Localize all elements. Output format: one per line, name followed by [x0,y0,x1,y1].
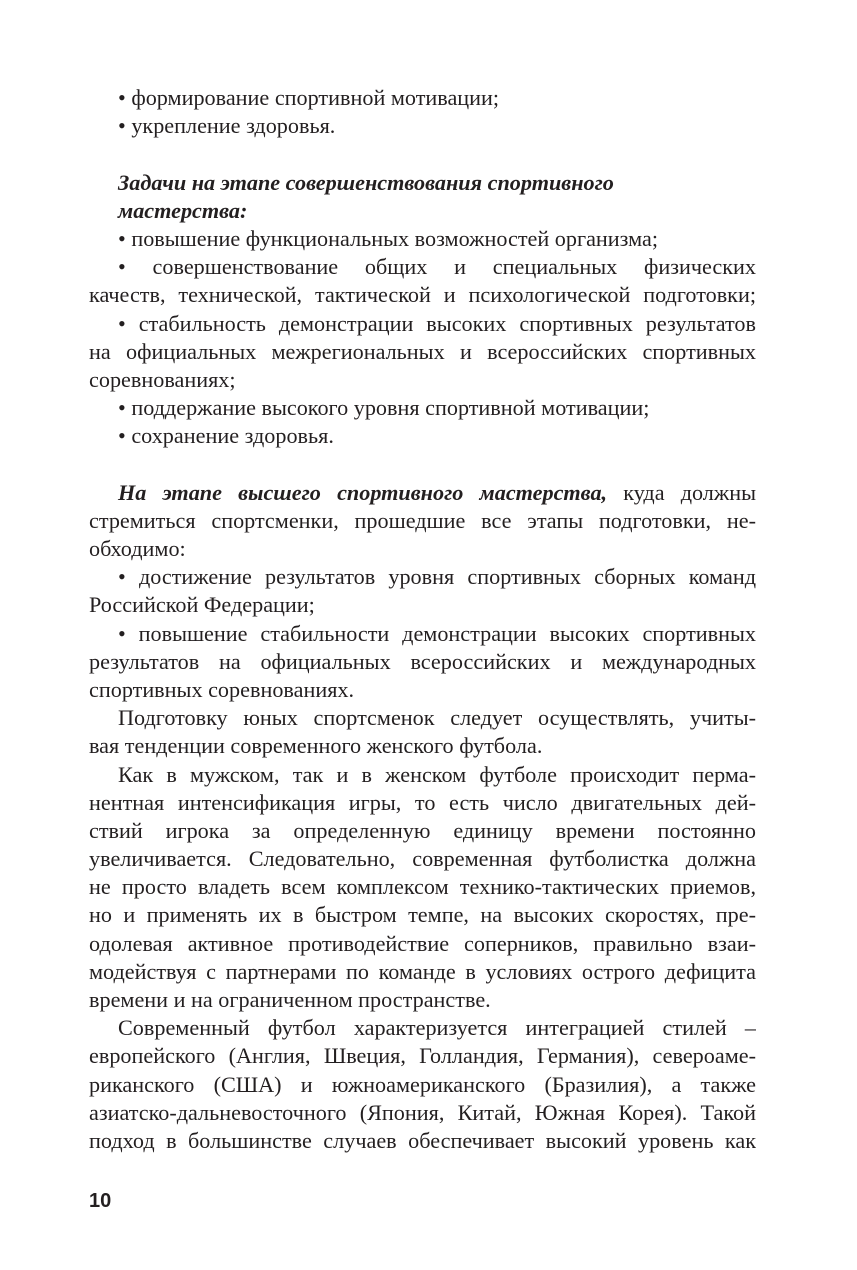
bullet-item: • повышение функциональных возможностей организма; [118,225,659,251]
paragraph-line: нентная интенсификация игры, то есть число двигательных дей- [89,789,756,815]
paragraph-line: стремиться спортсменки, прошедшие все этапы подготовки, не- [89,507,756,533]
section-lead [89,479,756,507]
page-number: 10 [89,1190,112,1212]
page-body [89,84,756,1155]
bullet-item: • стабильность демонстрации высоких спортивных результатов [118,310,756,336]
bullet-item-cont: качеств, технической, тактической и психологической подготовки; [89,282,756,308]
paragraph-line: вая тенденции современного женского футбола. [89,733,543,759]
bullet-item: • укрепление здоровья. [118,113,336,139]
bullet-item: • достижение результатов уровня спортивных сборных команд [118,564,756,590]
paragraph-line: модействуя с партнерами по команде в условиях острого дефицита [89,958,756,984]
bullet-item: • совершенствование общих и специальных физических [118,254,756,280]
paragraph-line: но и применять их в быстром темпе, на высоких скоростях, пре- [89,902,756,928]
paragraph-line: одолевая активное противодействие соперников, правильно взаи- [89,930,756,956]
paragraph-line: риканского (США) и южноамериканского (Бразилия), а также [89,1071,756,1097]
bullet-item-cont: спортивных соревнованиях. [89,676,355,702]
paragraph-line: Современный футбол характеризуется интеграцией стилей – [118,1015,756,1041]
section-lead-rest: куда должны [607,479,756,505]
bullet-item-cont: Российской Федерации; [89,592,315,618]
bullet-item: • повышение стабильности демонстрации высоких спортивных [118,620,756,646]
section-heading: Задачи на этапе совершенствования спортивного [118,169,614,195]
paragraph-line: Как в мужском, так и в женском футболе происходит перма- [118,761,756,787]
section-heading: мастерства: [118,197,248,223]
bullet-item-cont: соревнованиях; [89,366,236,392]
paragraph-line: подход в большинстве случаев обеспечивает высокий уровень как [89,1127,756,1153]
bullet-item: • формирование спортивной мотивации; [118,85,500,110]
paragraph-line: Подготовку юных спортсменок следует осуществлять, учиты- [118,705,756,731]
bullet-item: • сохранение здоровья. [118,423,334,449]
bullet-item-cont: на официальных межрегиональных и всероссийских спортивных [89,338,756,364]
paragraph-line: увеличивается. Следовательно, современная футболистка должна [89,846,756,872]
bullet-item-cont: результатов на официальных всероссийских и международных [89,648,756,674]
paragraph-line: европейского (Англия, Швеция, Голландия, Германия), североаме- [89,1043,756,1069]
bullet-item: • поддержание высокого уровня спортивной мотивации; [118,395,650,421]
paragraph-line: ствий игрока за определенную единицу времени постоянно [89,817,756,843]
paragraph-line: обходимо: [89,536,186,561]
paragraph-line: азиатско-дальневосточного (Япония, Китай, Южная Корея). Такой [89,1099,756,1125]
paragraph-line: времени и на ограниченном пространстве. [89,987,491,1012]
paragraph-line: не просто владеть всем комплексом технико-тактических приемов, [89,874,756,900]
section-lead-bold: На этапе высшего спортивного мастерства, [118,479,608,505]
